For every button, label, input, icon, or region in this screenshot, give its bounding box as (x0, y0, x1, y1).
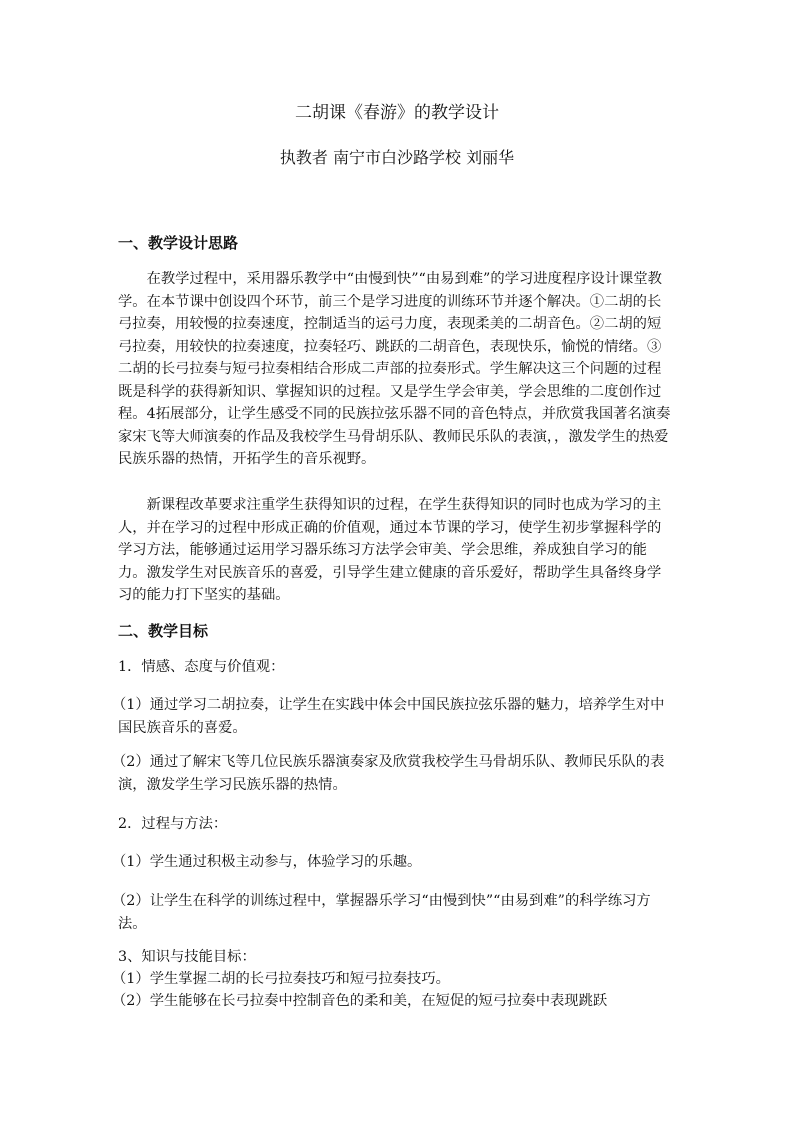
section-heading-teaching-goals: 二、教学目标 (118, 622, 209, 640)
goal-3-item-1: （1）学生掌握二胡的长弓拉奏技巧和短弓拉奏技巧。 (112, 971, 450, 987)
goal-1-item-2: （2）通过了解宋飞等几位民族乐器演奏家及欣赏我校学生马骨胡乐队、教师民乐队的表演，激发学生学习民族乐器的热情。 (112, 754, 665, 793)
goal-2-item-2: （2）让学生在科学的训练过程中，掌握器乐学习“由慢到快”“由易到难”的科学练习方法。 (112, 893, 651, 932)
goal-2-item-1: （1）学生通过积极主动参与，体验学习的乐趣。 (112, 854, 422, 870)
goal-3-item-2: （2）学生能够在长弓拉奏中控制音色的柔和美，在短促的短弓拉奏中表现跳跃 (112, 993, 608, 1009)
design-ideas-paragraph-2: 新课程改革要求注重学生获得知识的过程，在学生获得知识的同时也成为学习的主人，并在学习的过程中形成正确的价值观，通过本节课的学习，使学生初步掌握科学的学习方法，能够通过运用学习器乐练习方法学会审美、学会思维，养成独自学习的能力。激发学生对民族音乐的喜爱，引导学生建立健康的音乐爱好，帮助学生具备终身学习的能力打下坚实的基础。 (118, 497, 662, 603)
section-heading-design-ideas: 一、教学设计思路 (118, 234, 239, 252)
goal-1-label: 1．情感、态度与价值观： (118, 659, 285, 675)
goal-2-label: 2．过程与方法： (118, 816, 228, 832)
goal-1-item-1: （1）通过学习二胡拉奏，让学生在实践中体会中国民族拉弦乐器的魅力，培养学生对中国民族音乐的喜爱。 (112, 697, 665, 736)
author-line: 执教者 南宁市白沙路学校 刘丽华 (279, 148, 515, 167)
goal-3-label: 3、知识与技能目标： (118, 949, 256, 965)
document-title: 二胡课《春游》的教学设计 (295, 103, 499, 123)
design-ideas-paragraph-1: 在教学过程中，采用器乐教学中“由慢到快”“由易到难”的学习进度程序设计课堂教学。在本节课中创设四个环节，前三个是学习进度的训练环节并逐个解决。①二胡的长弓拉奏，用较慢的拉奏速度，控制适当的运弓力度，表现柔美的二胡音色。②二胡的短弓拉奏，用较快的拉奏速度，拉奏轻巧、跳跃的二胡音色，表现快乐，愉悦的情绪。③二胡的长弓拉奏与短弓拉奏相结合形成二声部的拉奏形式。学生解决这三个问题的过程既是科学的获得新知识、掌握知识的过程。又是学生学会审美，学会思维的二度创作过程。4拓展部分，让学生感受不同的民族拉弦乐器不同的音色特点，并欣赏我国著名演奏家宋飞等大师演奏的作品及我校学生马骨胡乐队、教师民乐队的表演，，激发学生的热爱民族乐器的热情，开拓学生的音乐视野。 (118, 271, 671, 467)
